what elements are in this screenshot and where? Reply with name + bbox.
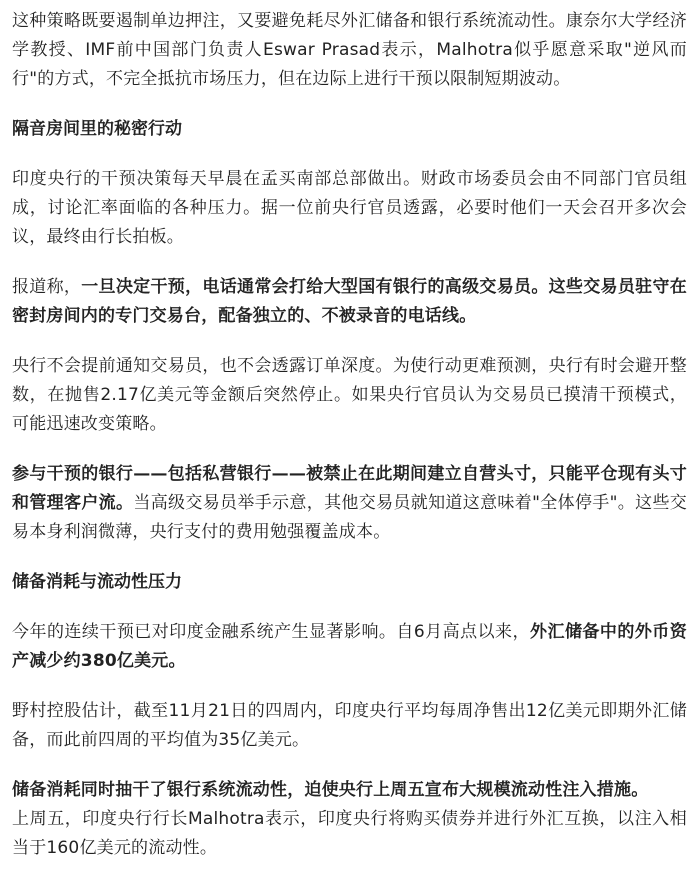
section-heading-reserve-pressure: 储备消耗与流动性压力: [12, 572, 182, 592]
paragraph-decision-process: 印度央行的干预决策每天早晨在孟买南部总部做出。财政市场委员会由不同部门官员组成，讨论汇率面临的各种压力。据一位前央行官员透露，必要时他们一天会召开多次会议，最终由行长拍板。: [12, 169, 687, 247]
paragraph-liquidity-drain-bold: 储备消耗同时抽干了银行系统流动性，迫使央行上周五宣布大规模流动性注入措施。: [12, 780, 649, 800]
paragraph-phone-calls-lead: 报道称，: [12, 277, 82, 297]
paragraph-reserve-impact-lead: 今年的连续干预已对印度金融系统产生显著影响。自6月高点以来，: [12, 622, 530, 642]
paragraph-phone-calls: [12, 273, 687, 331]
paragraph-strategy: 这种策略既要遏制单边押注，又要避免耗尽外汇储备和银行系统流动性。康奈尔大学经济学教授、IMF前中国部门负责人Eswar Prasad表示，Malhotra似乎愿意采取"逆风而行"的方式，不完全抵抗市场压力，但在边际上进行干预以限制短期波动。: [12, 11, 687, 89]
paragraph-participating-banks: [12, 460, 687, 547]
paragraph-participating-banks-rest: 当高级交易员举手示意，其他交易员就知道这意味着"全体停手"。这些交易本身利润微薄，央行支付的费用勉强覆盖成本。: [12, 493, 687, 542]
section-heading-secret-operation: 隔音房间里的秘密行动: [12, 119, 182, 139]
paragraph-participating-banks-bold: 参与干预的银行——包括私营银行——被禁止在此期间建立自营头寸，只能平仓现有头寸和管理客户流。: [12, 464, 687, 513]
paragraph-reserve-impact-bold: 外汇储备中的外币资产减少约380亿美元。: [12, 622, 687, 671]
paragraph-liquidity-injection: 上周五，印度央行行长Malhotra表示，印度央行将购买债券并进行外汇互换，以注入相当于160亿美元的流动性。: [12, 809, 687, 858]
paragraph-reserve-impact: [12, 618, 687, 676]
paragraph-phone-calls-bold: 一旦决定干预，电话通常会打给大型国有银行的高级交易员。这些交易员驻守在密封房间内的专门交易台，配备独立的、不被录音的电话线。: [12, 277, 687, 326]
paragraph-nomura-estimate: 野村控股估计，截至11月21日的四周内，印度央行平均每周净售出12亿美元即期外汇储备，而此前四周的平均值为35亿美元。: [12, 701, 687, 750]
paragraph-unpredictability: 央行不会提前通知交易员，也不会透露订单深度。为使行动更难预测，央行有时会避开整数，在抛售2.17亿美元等金额后突然停止。如果央行官员认为交易员已摸清干预模式，可能迅速改变策略。: [12, 356, 687, 434]
paragraph-liquidity-drain: [12, 776, 687, 805]
